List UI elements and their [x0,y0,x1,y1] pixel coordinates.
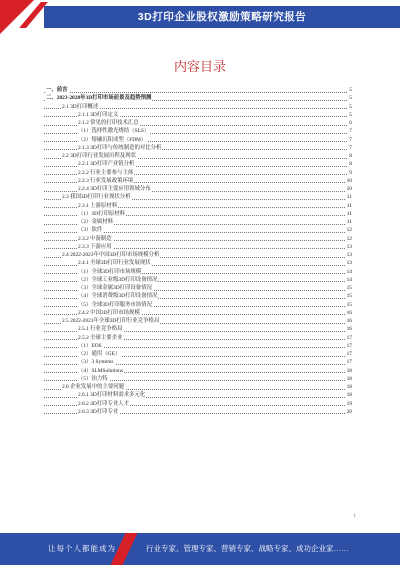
toc-entry[interactable] [44,185,352,193]
toc-entry-page: 6 [349,120,352,126]
dot-leader [44,92,347,93]
toc-entry[interactable] [44,226,352,234]
table-of-contents [44,86,352,416]
report-title: 3D打印企业股权激励策略研究报告 [137,11,307,23]
toc-entry-label: （2）金属材料 [78,219,114,225]
toc-entry-label: 一、前言 [46,87,68,93]
toc-entry-label: 2.2.4 3D打印主要应用领域分布 [78,186,151,192]
toc-entry-label: （5）全球3D打印服务市场情况 [78,301,152,308]
toc-entry-page: 16 [346,326,352,333]
toc-entry-page: 20 [346,408,352,415]
toc-entry[interactable] [44,127,352,135]
toc-entry[interactable] [44,235,352,243]
toc-entry-page: 17 [346,342,352,349]
toc-entry-label: （5）铂力特 [78,375,108,382]
toc-entry[interactable] [44,325,352,333]
toc-entry[interactable] [44,160,352,168]
toc-entry-label: 2.5.1 行业竞争格局 [78,326,123,333]
toc-entry-label: （3）全球金属3D打印设备情况 [78,285,152,291]
toc-entry-label: （3）3 Systems [78,359,114,366]
toc-entry-label: 2.6.3 3D打印专业 [78,408,119,415]
toc-entry-label: 2.1.3 3D打印与传统制造的对比分析 [78,144,162,151]
toc-entry-label: （2）熔融沉积成型（FDM） [78,136,147,143]
toc-entry-label: 2.1.1 3D打印定义 [78,111,119,118]
toc-title: 内容目录 [173,59,226,74]
toc-entry-label: （1）3D打印原材料 [78,210,126,217]
toc-entry[interactable] [44,276,352,284]
toc-entry-page: 15 [346,285,352,291]
toc-entry[interactable] [44,358,352,366]
header [0,0,400,32]
toc-entry-page: 5 [349,87,352,93]
toc-entry-page: 14 [346,268,352,275]
toc-entry-label: 2.6.1 3D打印材料需求多元化 [78,392,146,399]
toc-entry-label: 2.5 2022-2023年全球3D打印行业竞争格局 [62,318,160,324]
toc-entry[interactable] [44,86,352,94]
toc-entry-page: 5 [349,95,352,102]
toc-entry-page: 5 [349,103,352,110]
toc-entry[interactable] [44,251,352,259]
toc-entry[interactable] [44,309,352,317]
toc-entry-label: （1）选择性激光烧结（SLS） [78,128,150,135]
toc-entry[interactable] [44,193,352,201]
toc-entry-page: 8 [349,153,352,159]
toc-entry-label: （1）EOS [78,342,102,349]
toc-entry-page: 10 [346,177,352,184]
toc-entry-page: 15 [346,301,352,308]
toc-entry-page: 13 [346,243,352,250]
toc-entry-page: 17 [346,351,352,357]
toc-entry-label: （4）全球消费级3D打印设备情况 [78,293,158,300]
toc-entry[interactable] [44,317,352,325]
toc-entry-page: 7 [349,136,352,143]
toc-entry-page: 18 [346,367,352,374]
toc-entry[interactable] [44,210,352,218]
toc-entry-label: 2.6.2 3D打印专业人才 [78,400,130,407]
toc-entry-label: 2.5.2 全球主要企业 [78,334,123,341]
toc-entry[interactable] [44,367,352,375]
toc-entry-label: 2.4.1 全球3D打印行业发展现状 [78,260,151,267]
toc-entry-page: 12 [346,227,352,234]
toc-entry-label: 2.4.2 中国3D打印市场规模 [78,309,140,316]
toc-entry-page: 11 [346,194,352,201]
page-number: 1 [353,514,356,519]
toc-entry[interactable] [44,334,352,342]
toc-entry-label: 2.2.1 3D打印产业链分析 [78,161,135,168]
footer-slogan-left: 让每个人都能成为 [48,544,116,553]
toc-entry[interactable] [44,111,352,119]
footer-slogan-right: 行业专家、管理专家、营销专家、战略专家、成功企业家…… [146,544,349,553]
toc-entry[interactable] [44,152,352,160]
toc-entry-page: 5 [349,111,352,118]
toc-entry-page: 18 [346,384,352,390]
toc-entry-page: 11 [346,202,352,209]
toc-entry[interactable] [44,383,352,391]
toc-entry-label: （2）通用（GE） [78,351,121,357]
toc-entry-label: 2.1 3D打印概述 [62,103,99,110]
toc-entry-page: 18 [346,392,352,399]
toc-entry[interactable] [44,177,352,185]
toc-entry-label: 2.3.1 上游原材料 [78,202,118,209]
toc-entry[interactable] [44,94,352,102]
toc-entry[interactable] [44,391,352,399]
toc-entry-label: （4）SLMSolutions [78,367,123,374]
footer [0,533,400,565]
toc-entry-label: 2.3 我国3D打印行业现状分析 [62,194,131,201]
toc-entry[interactable] [44,202,352,210]
toc-entry-page: 16 [346,309,352,316]
toc-entry-page: 11 [346,210,352,217]
toc-entry-page: 16 [346,318,352,324]
toc-entry[interactable] [44,350,352,358]
toc-entry[interactable] [44,169,352,177]
toc-entry-label: 2.2 3D打印行业发展历程及现状 [62,153,136,159]
toc-entry-page: 12 [346,235,352,242]
toc-entry[interactable] [44,119,352,127]
toc-entry-label: 2.2.2 行业主要参与主体 [78,169,134,176]
toc-entry-label: 2.3.3 下游应用 [78,243,112,250]
toc-entry-page: 8 [349,161,352,168]
toc-entry-page: 14 [346,276,352,283]
toc-entry-label: （1）全球3D打印市场规模 [78,268,142,275]
toc-entry[interactable] [44,408,352,416]
toc-entry-page: 7 [349,144,352,151]
toc-entry-label: 2.4 2022-2023年中国3D打印市场规模分析 [62,252,160,258]
toc-entry[interactable] [44,144,352,152]
toc-entry-page: 17 [346,334,352,341]
toc-entry[interactable] [44,375,352,383]
toc-entry-page: 19 [346,400,352,407]
toc-entry[interactable] [44,292,352,300]
toc-entry[interactable] [44,284,352,292]
toc-entry-label: 2.1.2 常见的打印技术汇总 [78,120,139,126]
toc-entry[interactable] [44,243,352,251]
toc-entry-page: 11 [346,219,352,225]
toc-entry-page: 7 [349,128,352,135]
toc-entry-label: 二、2023-2028年3D打印市场前景及趋势预测 [46,95,152,102]
toc-entry-label: 2.2.3 行业发展政策环境 [78,177,134,184]
toc-entry[interactable] [44,136,352,144]
toc-entry[interactable] [44,218,352,226]
toc-entry-label: （3）软件 [78,227,103,234]
toc-entry-page: 13 [346,260,352,267]
toc-entry-label: 2.6 企业发展中的主要问题 [62,384,124,390]
toc-entry[interactable] [44,259,352,267]
toc-entry[interactable] [44,301,352,309]
toc-entry-page: 13 [346,252,352,258]
toc-entry-label: （2）全球工业级3D打印设备情况 [78,276,158,283]
toc-entry-page: 17 [346,359,352,366]
toc-entry-page: 15 [346,293,352,300]
toc-entry-label: 2.3.2 中游制造 [78,235,112,242]
toc-entry[interactable] [44,268,352,276]
toc-entry[interactable] [44,400,352,408]
toc-entry-page: 10 [346,186,352,192]
toc-entry[interactable] [44,103,352,111]
toc-entry-page: 18 [346,375,352,382]
toc-entry-page: 9 [349,169,352,176]
toc-entry[interactable] [44,342,352,350]
